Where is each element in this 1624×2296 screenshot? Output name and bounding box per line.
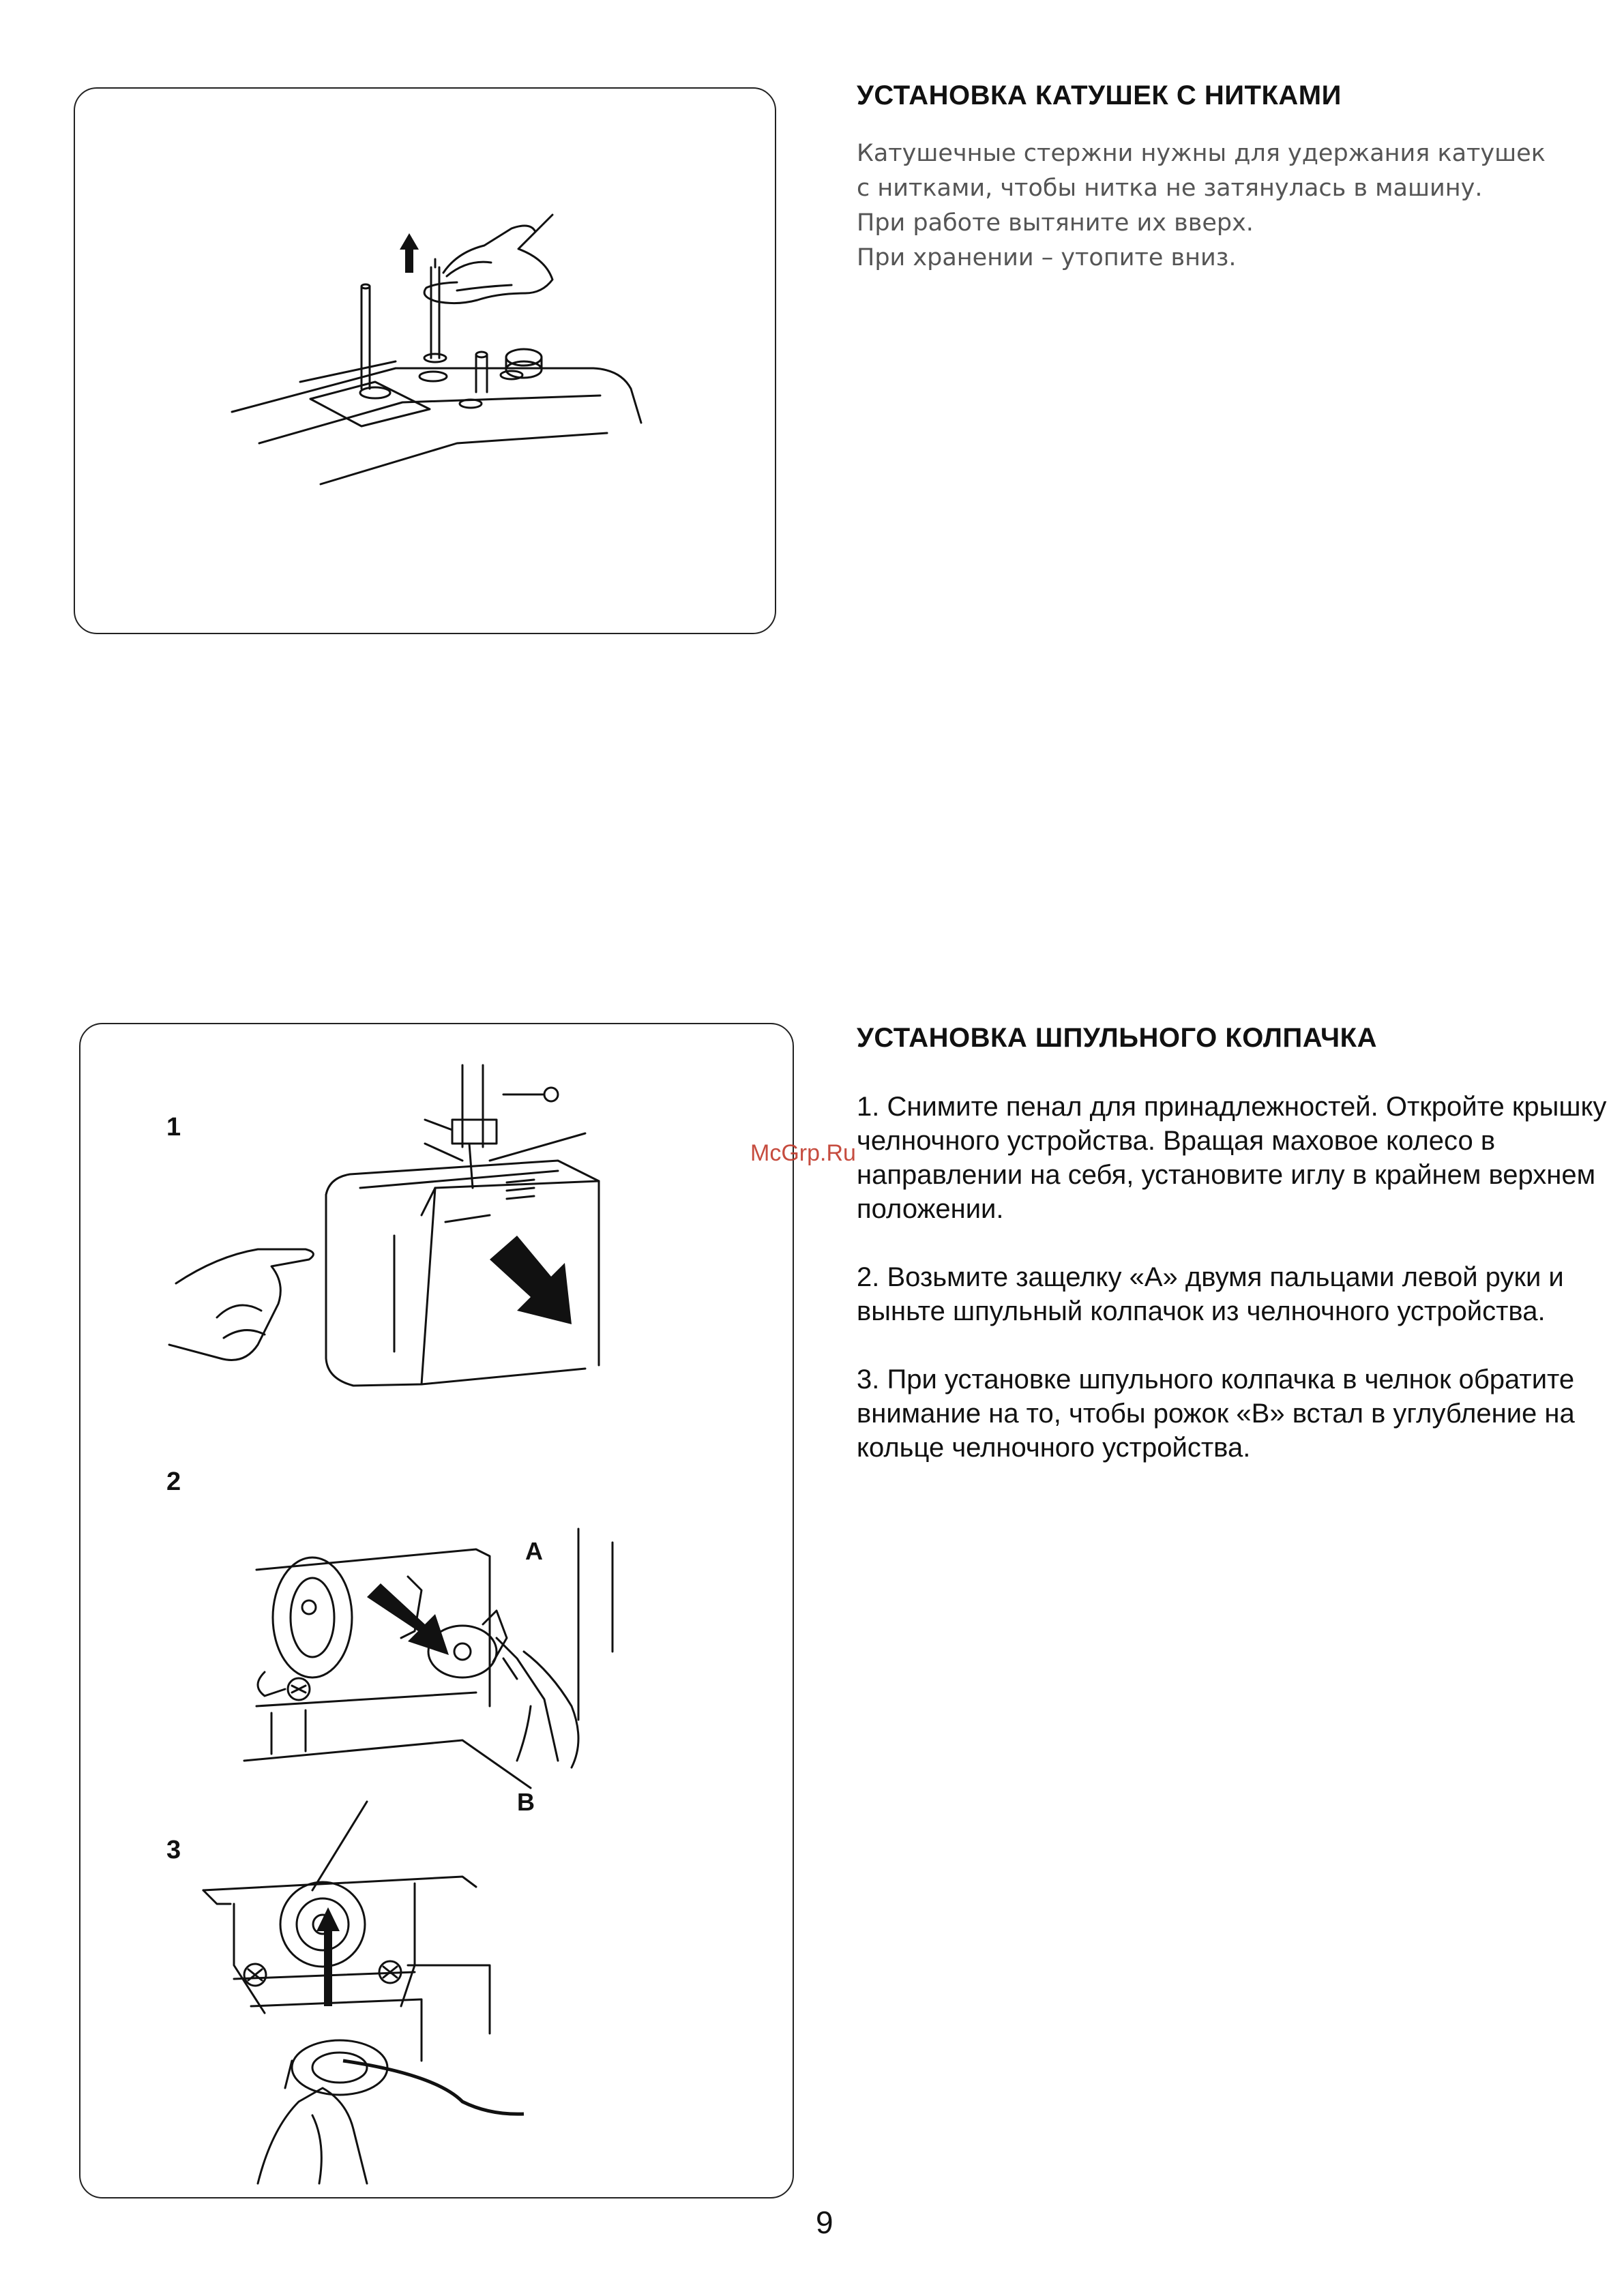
step-3-text: 3. При установке шпульного колпачка в челнок обратите внимание на то, чтобы рожок «В» встал в углубление на кольце челночного устройства. [857, 1365, 1575, 1463]
bobbin-case-figure-frame [79, 1023, 794, 2198]
spool-text-line: с нитками, чтобы нитка не затянулась в машину. [857, 175, 1483, 202]
spool-text-line: Катушечные стержни нужны для удержания катушек [857, 140, 1546, 167]
spool-section-body [857, 136, 1593, 275]
bobbin-section-steps [857, 1090, 1607, 1499]
step-2-text: 2. Возьмите защелку «А» двумя пальцами левой руки и выньте шпульный колпачок из челночного устройства. [857, 1262, 1564, 1326]
step-1-text: 1. Снимите пенал для принадлежностей. Откройте крышку челночного устройства. Вращая маховое колесо в направлении на себя, установите иглу в крайнем верхнем положении. [857, 1092, 1607, 1224]
figure-number-3: 3 [166, 1836, 181, 1864]
latch-label-a: A [525, 1537, 543, 1565]
page-number: 9 [816, 2205, 833, 2240]
figure-number-2: 2 [166, 1467, 181, 1496]
spool-text-line: При работе вытяните их вверх. [857, 209, 1254, 237]
watermark-text: McGrp.Ru [750, 1140, 856, 1166]
spool-pin-figure-frame [74, 87, 776, 634]
horn-label-b: B [517, 1788, 535, 1816]
bobbin-section-title: УСТАНОВКА ШПУЛЬНОГО КОЛПАЧКА [857, 1023, 1377, 1053]
figure-number-1: 1 [166, 1113, 181, 1142]
spool-text-line: При хранении – утопите вниз. [857, 244, 1237, 271]
spool-section-title: УСТАНОВКА КАТУШЕК С НИТКАМИ [857, 80, 1342, 110]
bobbin-case-illustrations [80, 1024, 793, 2197]
spool-pin-illustration [75, 89, 775, 633]
